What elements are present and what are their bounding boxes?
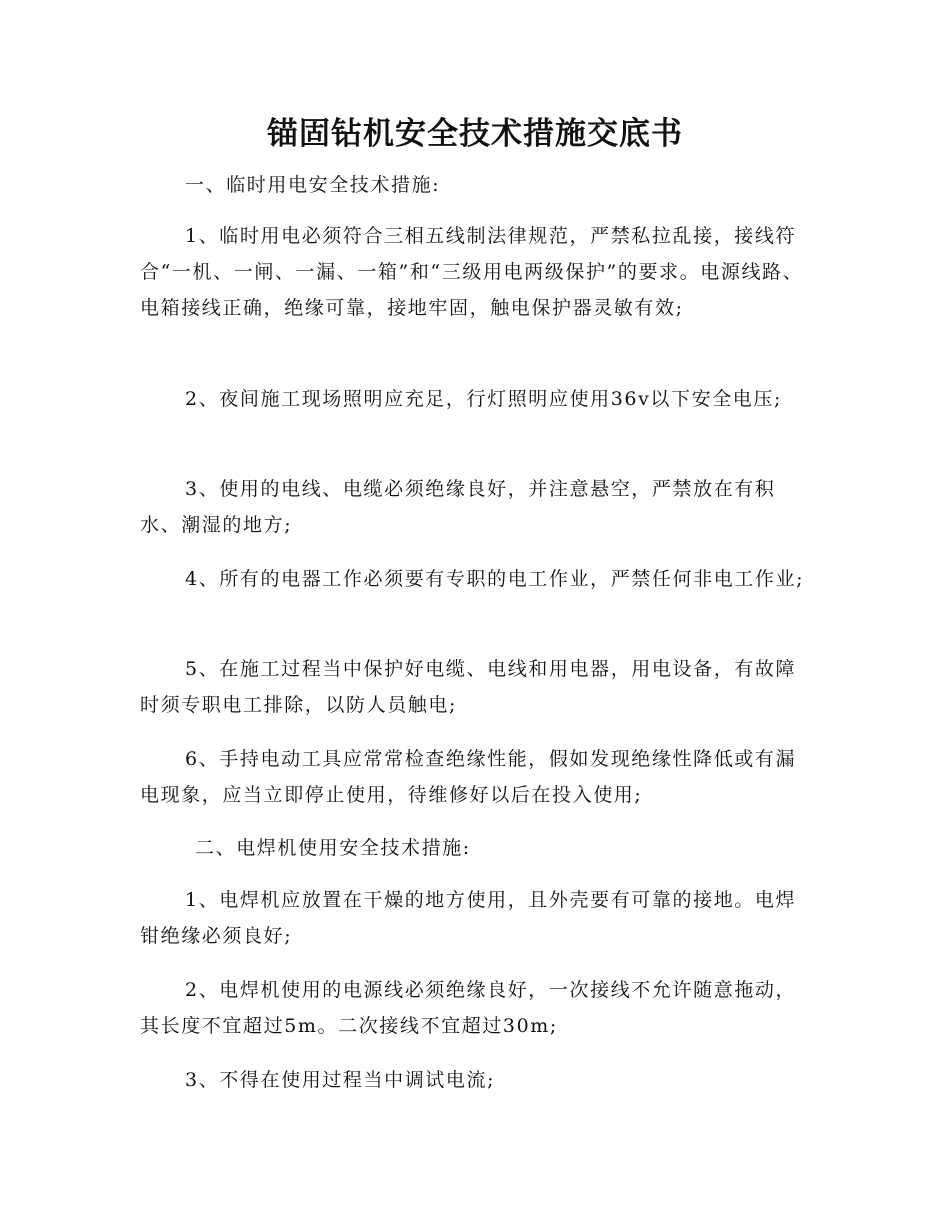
list-item: 2、电焊机使用的电源线必须绝缘良好，一次接线不允许随意拖动，其长度不宜超过5m。二次接线不宜超过30m;: [140, 979, 797, 1037]
list-item: 3、不得在使用过程当中调试电流;: [185, 1069, 496, 1091]
list-item: 2、夜间施工现场照明应充足，行灯照明应使用36v以下安全电压;: [185, 388, 783, 410]
list-item: 1、电焊机应放置在干燥的地方使用，且外壳要有可靠的接地。电焊钳绝缘必须良好;: [140, 889, 797, 947]
list-item: 6、手持电动工具应常常检查绝缘性能，假如发现绝缘性降低或有漏电现象，应当立即停止使用，待维修好以后在投入使用;: [140, 748, 797, 806]
section-heading-electricity: 一、临时用电安全技术措施:: [185, 174, 441, 196]
list-item: 1、临时用电必须符合三相五线制法律规范，严禁私拉乱接，接线符合“一机、一闸、一漏、一箱”和“三级用电两级保护”的要求。电源线路、电箱接线正确，绝缘可靠，接地牢固，触电保护器灵敏有效;: [140, 225, 804, 319]
list-item: 5、在施工过程当中保护好电缆、电线和用电器，用电设备，有故障时须专职电工排除，以防人员触电;: [140, 658, 797, 716]
document-title: 锚固钻机安全技术措施交底书: [267, 116, 683, 152]
list-item: 4、所有的电器工作必须要有专职的电工作业，严禁任何非电工作业;: [185, 568, 805, 590]
section-heading-welding: 二、电焊机使用安全技术措施:: [195, 837, 471, 859]
list-item: 3、使用的电线、电缆必须绝缘良好，并注意悬空，严禁放在有积水、潮湿的地方;: [140, 478, 776, 536]
